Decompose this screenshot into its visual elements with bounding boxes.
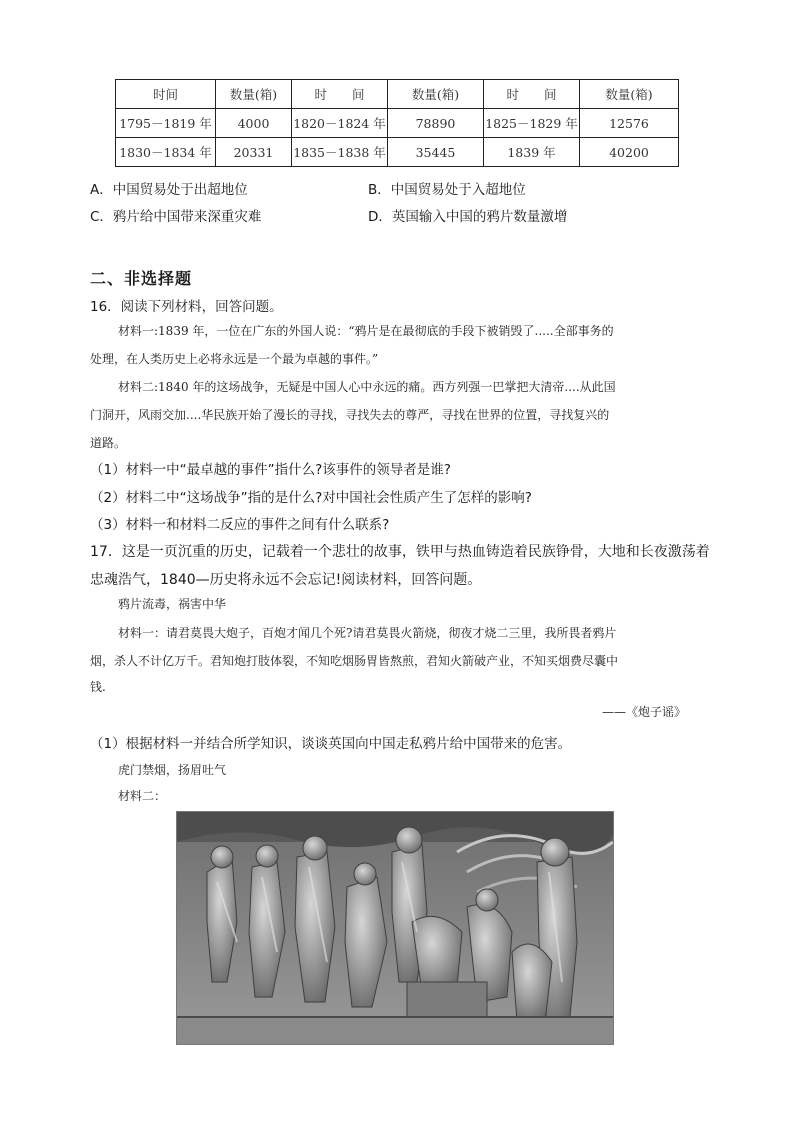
q17-subquestion-1: （1）根据材料一并结合所学知识，谈谈英国向中国走私鸦片给中国带来的危害。 xyxy=(90,736,572,752)
q16-material-1-line-1: 材料一:1839 年，一位在广东的外国人说：“鸦片是在最彻底的手段下被销毁了.....全部事务的 xyxy=(118,324,614,338)
header-cell: 数量(箱) xyxy=(388,80,484,109)
q16-material-1-line-2: 处理，在人类历史上必将永远是一个最为卓越的事件。” xyxy=(90,352,379,366)
header-cell: 数量(箱) xyxy=(216,80,292,109)
q16-subquestion-1: （1）材料一中“最卓越的事件”指什么?该事件的领导者是谁? xyxy=(90,462,451,478)
option-c: C．鸦片给中国带来深重灾难 xyxy=(90,209,262,225)
table-cell: 1830－1834 年 xyxy=(116,138,216,167)
q17-material-1-line-3: 钱. xyxy=(90,680,106,694)
option-a: A．中国贸易处于出超地位 xyxy=(90,182,248,198)
q16-subquestion-3: （3）材料一和材料二反应的事件之间有什么联系? xyxy=(90,517,390,533)
table-cell: 1835－1838 年 xyxy=(292,138,388,167)
table-cell: 1795－1819 年 xyxy=(116,109,216,138)
header-cell: 时 间 xyxy=(484,80,580,109)
table-cell: 4000 xyxy=(216,109,292,138)
relief-sculpture-photo xyxy=(176,811,614,1045)
q16-material-2-line-2: 门洞开，风雨交加....华民族开始了漫长的寻找，寻找失去的尊严，寻找在世界的位置，寻找复兴的 xyxy=(90,408,610,422)
option-d: D．英国输入中国的鸦片数量激增 xyxy=(368,209,568,225)
q16-subquestion-2: （2）材料二中“这场战争”指的是什么?对中国社会性质产生了怎样的影响? xyxy=(90,490,532,506)
q17-material-1-line-1: 材料一：请君莫畏大炮子，百炮才闻几个死?请君莫畏火箭烧，彻夜才烧二三里，我所畏者鸦片 xyxy=(118,626,617,640)
table-cell: 1820－1824 年 xyxy=(292,109,388,138)
question-17-stem-line-1: 17．这是一页沉重的历史，记载着一个悲壮的故事，铁甲与热血铸造着民族铮骨，大地和长夜激荡着 xyxy=(90,544,710,560)
opium-import-table xyxy=(115,79,679,167)
q17-subheading-2: 虎门禁烟，扬眉吐气 xyxy=(118,763,227,777)
q17-material-1-source: ——《炮子谣》 xyxy=(602,705,687,719)
question-17-stem-line-2: 忠魂浩气，1840—历史将永远不会忘记!阅读材料，回答问题。 xyxy=(90,572,482,588)
header-cell: 时 间 xyxy=(292,80,388,109)
table-cell: 78890 xyxy=(388,109,484,138)
header-cell: 数量(箱) xyxy=(580,80,679,109)
table-cell: 12576 xyxy=(580,109,679,138)
table-row xyxy=(116,138,679,167)
q17-subheading-1: 鸦片流毒，祸害中华 xyxy=(118,597,227,611)
q16-material-2-line-1: 材料二:1840 年的这场战争，无疑是中国人心中永远的痛。西方列强一巴掌把大清帝....从此国 xyxy=(118,380,616,394)
table-cell: 20331 xyxy=(216,138,292,167)
table-cell: 40200 xyxy=(580,138,679,167)
relief-sculpture-image xyxy=(177,812,613,1044)
header-cell: 时间 xyxy=(116,80,216,109)
question-16-stem: 16．阅读下列材料，回答问题。 xyxy=(90,299,283,315)
q17-material-2-label: 材料二： xyxy=(118,789,167,803)
table-header-row xyxy=(116,80,679,109)
q17-material-1-line-2: 烟，杀人不计亿万千。君知炮打肢体裂，不知吃烟肠胃皆熬煎，君知火箭破产业，不知买烟费尽囊中 xyxy=(90,654,619,668)
section-title: 二、非选择题 xyxy=(90,269,193,288)
table-cell: 1839 年 xyxy=(484,138,580,167)
table-cell: 1825－1829 年 xyxy=(484,109,580,138)
q16-material-2-line-3: 道路。 xyxy=(90,436,127,450)
table-row xyxy=(116,109,679,138)
option-b: B．中国贸易处于入超地位 xyxy=(368,182,526,198)
table-cell: 35445 xyxy=(388,138,484,167)
